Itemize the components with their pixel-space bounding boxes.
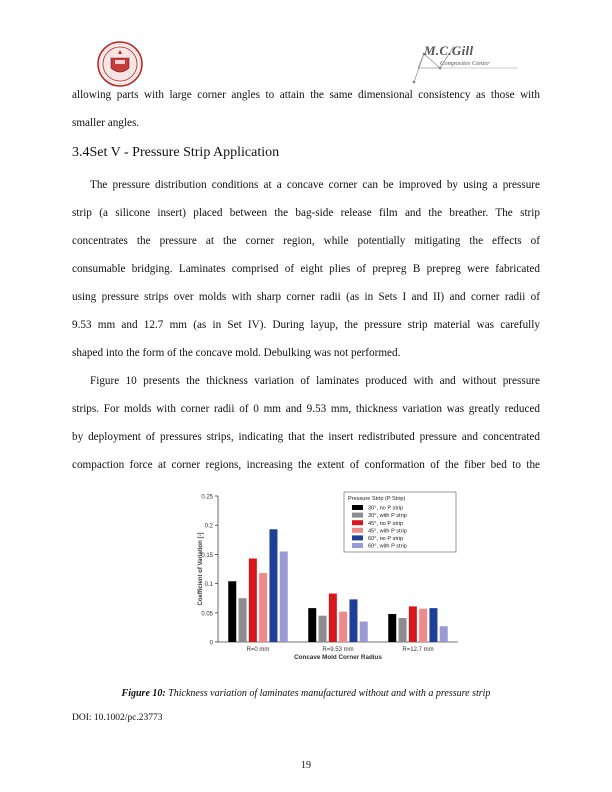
- text-line: using pressure strips over molds with sharp corner radii (as in Sets I and II) and corner radii of: [72, 291, 540, 303]
- text-line: allowing parts with large corner angles to attain the same dimensional consistency as those with: [72, 89, 540, 101]
- text-line: compaction force at corner regions, increasing the extent of conformation of the fiber bed to the: [72, 459, 540, 471]
- bar: [339, 612, 347, 642]
- caption-text: Thickness variation of laminates manufactured without and with a pressure strip: [165, 688, 491, 699]
- legend-label: 45°, with P strip: [368, 528, 407, 535]
- text-line: concentrates the pressure at the corner region, while potentially mitigating the effects of: [72, 235, 540, 247]
- bar: [319, 616, 327, 642]
- text-line: strip (a silicone insert) placed between the bag-side release film and the breather. The strip: [72, 207, 540, 219]
- x-tick-label: R=9.53 mm: [322, 647, 354, 653]
- bar: [280, 551, 288, 642]
- bar: [349, 599, 357, 642]
- bar: [308, 608, 316, 642]
- x-tick-label: R=0 mm: [246, 647, 270, 653]
- text-line: by deployment of pressures strips, indicating that the insert redistributed pressure and concentrated: [72, 431, 540, 443]
- bar: [388, 614, 396, 642]
- y-tick-label: 0.25: [201, 494, 213, 501]
- figure-caption: [0, 688, 612, 699]
- bar: [269, 529, 277, 642]
- y-tick-label: 0.15: [201, 552, 213, 559]
- text-line: consumable bridging. Laminates comprised of eight plies of prepreg B prepreg were fabricated: [72, 263, 540, 275]
- legend-title: Pressure Strip (P Strip): [348, 496, 406, 502]
- text-line: shaped into the form of the concave mold. Debulking was not performed.: [72, 347, 401, 359]
- legend-swatch: [352, 520, 363, 525]
- x-tick-label: R=12.7 mm: [402, 647, 434, 653]
- text-line: The pressure distribution conditions at a concave corner can be improved by using a pressure: [90, 179, 540, 191]
- x-axis-label: Concave Mold Corner Radius: [294, 654, 382, 661]
- paragraph-pressure-strip: [72, 171, 540, 367]
- y-tick-label: 0.05: [201, 611, 213, 618]
- legend-label: 45°, no P strip: [368, 520, 404, 527]
- caption-label: Figure 10:: [121, 688, 166, 699]
- figure-10-chart: [196, 488, 466, 668]
- doi: DOI: 10.1002/pc.23773: [72, 713, 163, 723]
- bar-chart: [196, 488, 466, 668]
- legend-swatch: [352, 505, 363, 510]
- bar: [249, 558, 257, 642]
- bar: [409, 606, 417, 642]
- legend-label: 60°, no P strip: [368, 536, 404, 542]
- logo-right-title: M.C.Gill: [424, 43, 474, 58]
- legend-swatch: [352, 528, 363, 533]
- y-tick-label: 0.2: [204, 523, 213, 530]
- text-line: Figure 10 presents the thickness variation of laminates produced with and without pressure: [90, 375, 540, 387]
- legend-swatch: [352, 543, 363, 548]
- legend-label: 30°, with P strip: [368, 513, 407, 520]
- y-tick-label: 0: [209, 640, 213, 647]
- paragraph-figure-discussion: [72, 367, 540, 479]
- logo-right-subtitle: Composites Center: [440, 60, 490, 67]
- bar: [228, 581, 236, 642]
- legend-label: 60°, with P strip: [368, 543, 407, 550]
- text-line: strips. For molds with corner radii of 0 mm and 9.53 mm, thickness variation was greatly reduced: [72, 403, 540, 415]
- bar: [360, 622, 368, 642]
- bar: [329, 594, 337, 642]
- legend-label: 30°, no P strip: [368, 505, 404, 512]
- bar: [429, 608, 437, 642]
- legend-swatch: [352, 513, 363, 518]
- page-number: 19: [301, 760, 311, 771]
- y-tick-label: 0.1: [204, 582, 213, 589]
- bar: [440, 626, 448, 642]
- y-axis-label: Coefficient of Variation [-]: [198, 532, 204, 606]
- bar: [419, 609, 427, 642]
- section-heading: 3.4Set V - Pressure Strip Application: [72, 145, 280, 160]
- text-line: 9.53 mm and 12.7 mm (as in Set IV). During layup, the pressure strip material was carefully: [72, 319, 540, 331]
- paragraph-continuation: [72, 81, 540, 137]
- bar: [239, 598, 247, 642]
- legend-swatch: [352, 535, 363, 540]
- bar: [399, 618, 407, 642]
- bar: [259, 573, 267, 642]
- text-line: smaller angles.: [72, 117, 140, 129]
